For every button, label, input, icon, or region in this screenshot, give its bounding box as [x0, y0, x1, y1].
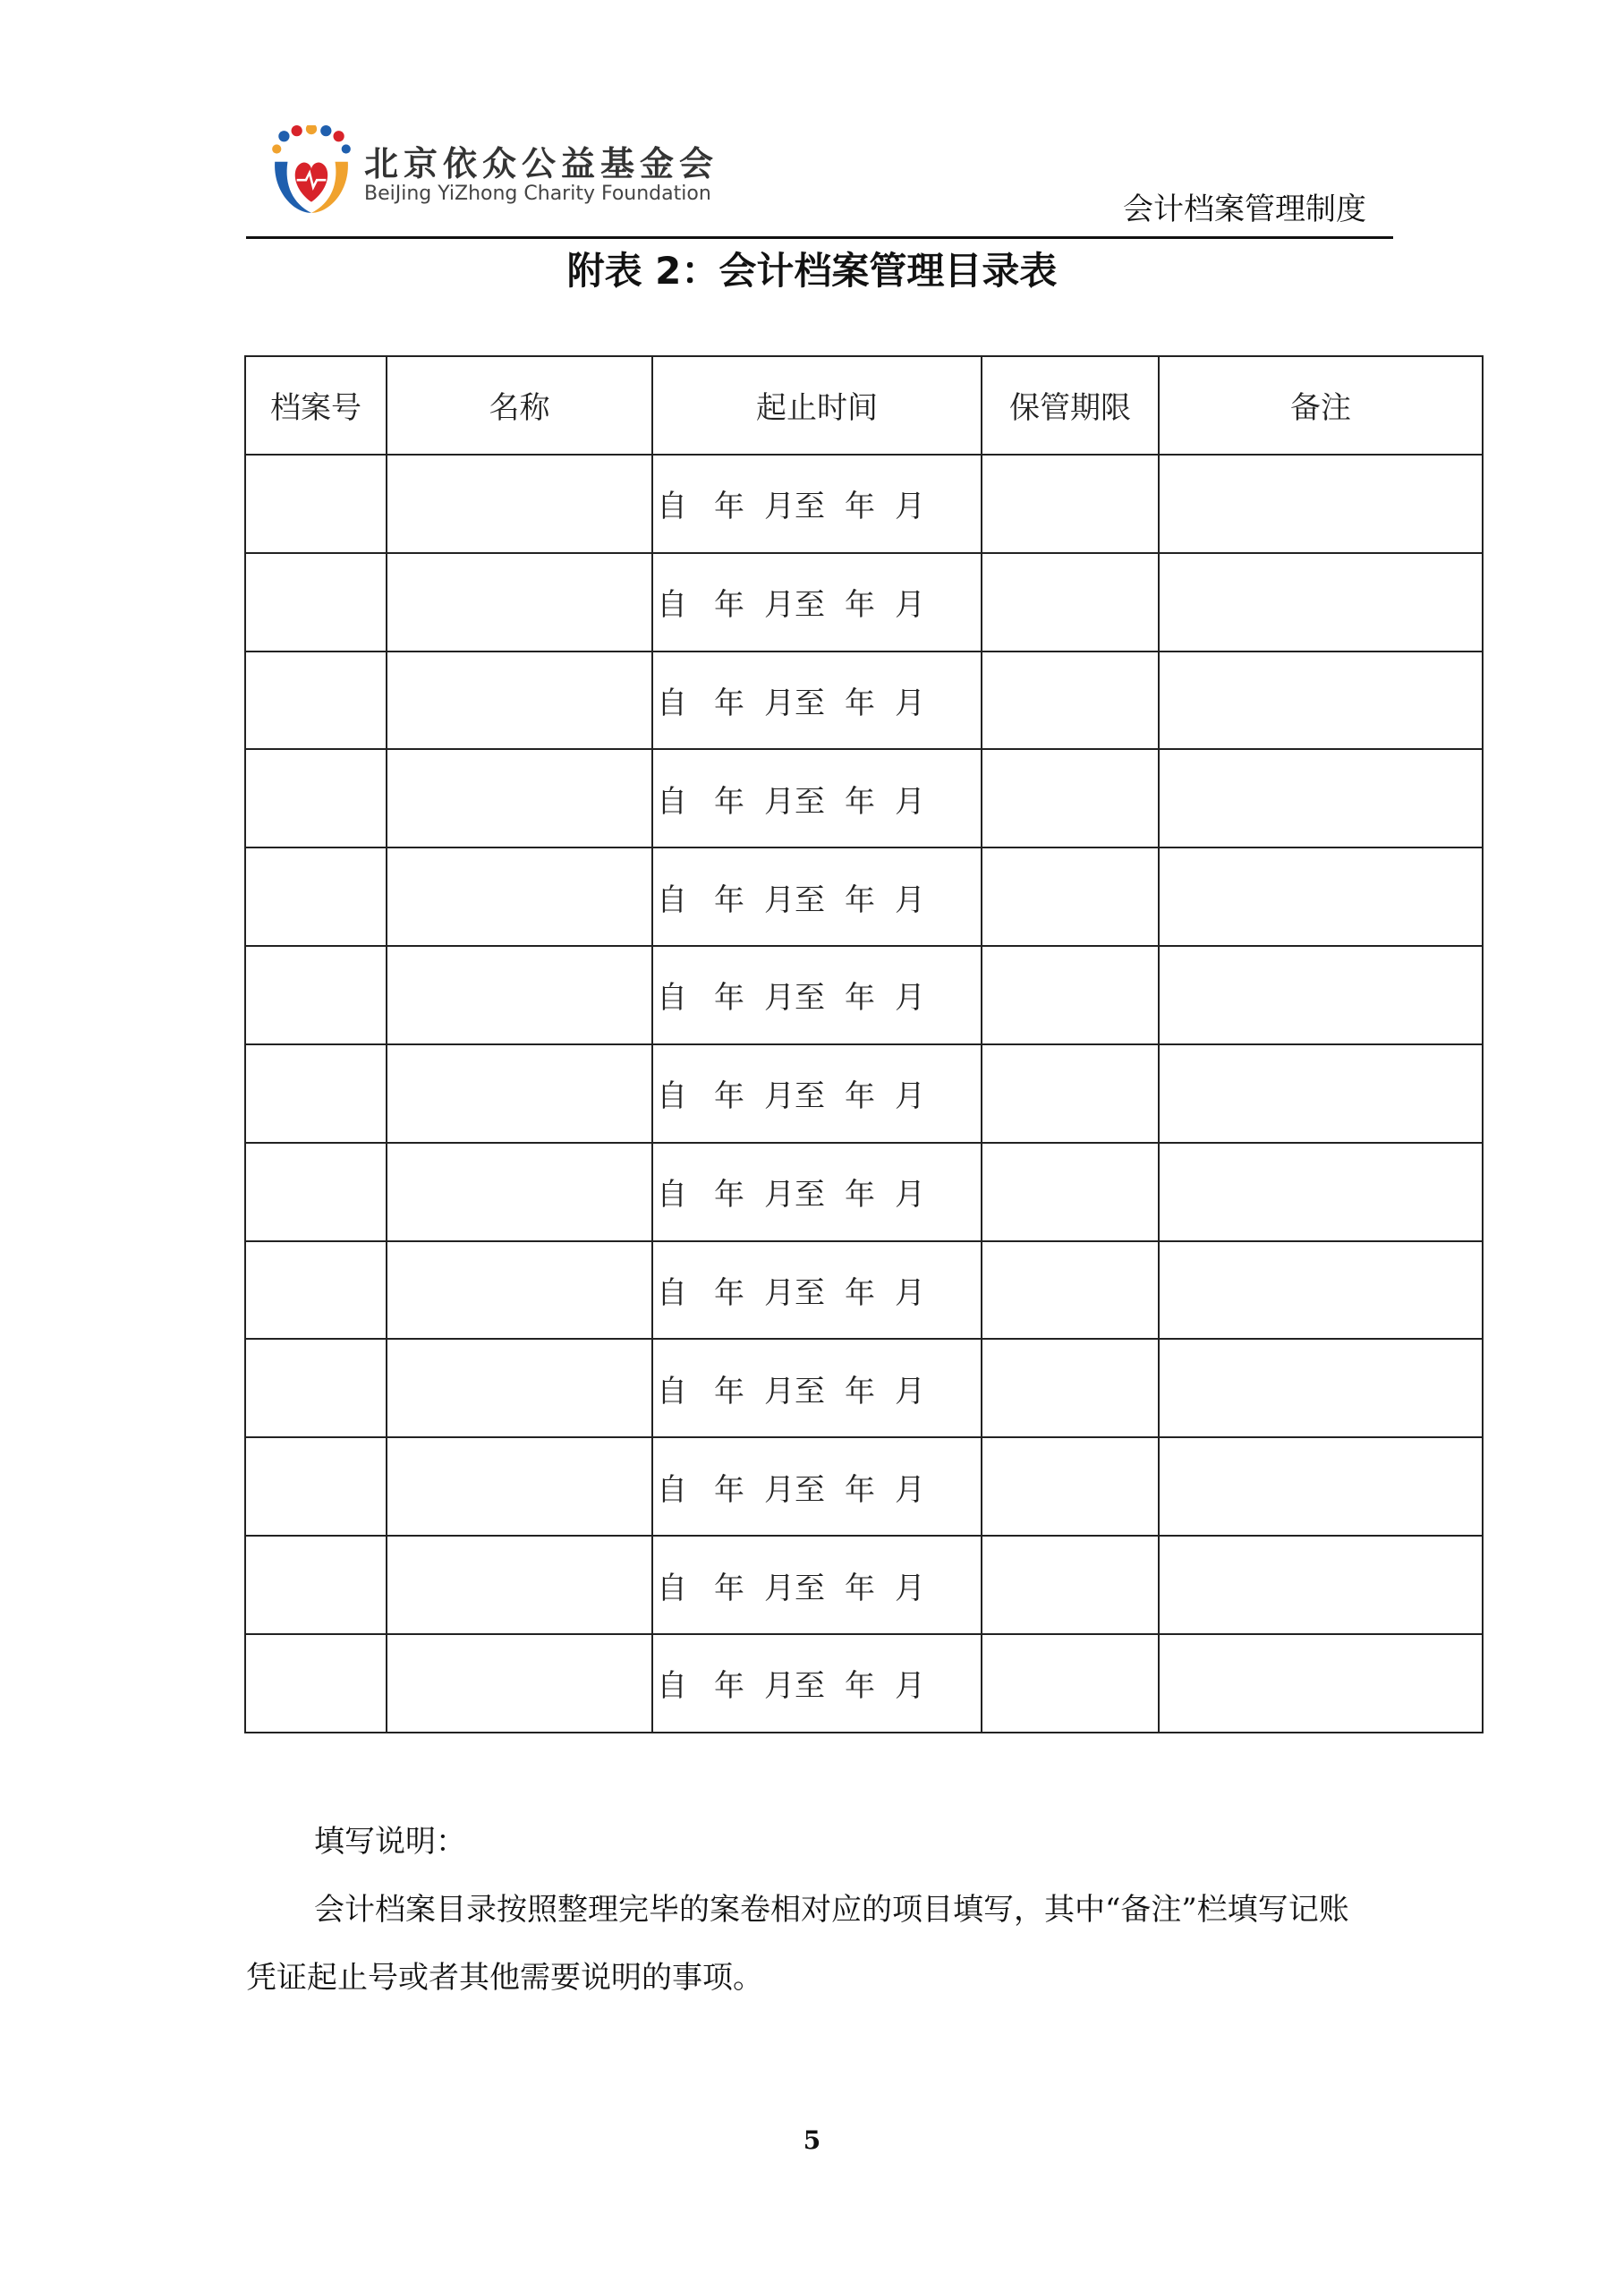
table-header-row [245, 356, 1483, 455]
period-month-label: 月至 [764, 1471, 825, 1508]
table-row [245, 455, 1483, 553]
name-cell[interactable] [387, 455, 652, 553]
remarks-cell[interactable] [1159, 749, 1483, 847]
remarks-cell[interactable] [1159, 1437, 1483, 1536]
retention-cell[interactable] [982, 455, 1159, 553]
period-year2-label: 年 [845, 783, 875, 820]
period-cell[interactable] [652, 1536, 982, 1634]
period-month-label: 月至 [764, 1078, 825, 1115]
remarks-cell[interactable] [1159, 847, 1483, 946]
period-month2-label: 月 [895, 587, 925, 624]
period-year-label: 年 [714, 783, 744, 820]
remarks-cell[interactable] [1159, 652, 1483, 750]
archive-no-cell[interactable] [245, 1339, 387, 1437]
period-cell[interactable] [652, 1143, 982, 1241]
period-cell[interactable] [652, 1241, 982, 1340]
instructions-line: 会计档案目录按照整理完毕的案卷相对应的项目填写，其中“备注”栏填写记账 [314, 1892, 1349, 1928]
table-row [245, 1437, 1483, 1536]
period-year-label: 年 [714, 1471, 744, 1508]
name-cell[interactable] [387, 1143, 652, 1241]
archive-no-cell[interactable] [245, 1536, 387, 1634]
retention-cell[interactable] [982, 652, 1159, 750]
period-from-label: 自 [657, 1177, 687, 1214]
retention-cell[interactable] [982, 946, 1159, 1044]
instructions-title: 填写说明： [314, 1824, 466, 1860]
table-row [245, 652, 1483, 750]
period-year2-label: 年 [845, 1668, 875, 1705]
instructions-line: 凭证起止号或者其他需要说明的事项。 [246, 1960, 763, 1996]
period-from-label: 自 [657, 489, 687, 525]
period-cell[interactable] [652, 1634, 982, 1733]
period-from-label: 自 [657, 783, 687, 820]
period-month2-label: 月 [895, 1471, 925, 1508]
period-month-label: 月至 [764, 1275, 825, 1312]
period-year-label: 年 [714, 685, 744, 721]
period-month-label: 月至 [764, 1373, 825, 1410]
table-row [245, 847, 1483, 946]
retention-cell[interactable] [982, 553, 1159, 652]
period-year2-label: 年 [845, 587, 875, 624]
archive-no-cell[interactable] [245, 553, 387, 652]
foundation-logo-icon [266, 125, 357, 217]
archive-no-cell[interactable] [245, 1044, 387, 1143]
name-cell[interactable] [387, 1241, 652, 1340]
org-name-cn: 北京依众公益基金会 [364, 144, 719, 183]
archive-no-cell[interactable] [245, 946, 387, 1044]
name-cell[interactable] [387, 1536, 652, 1634]
period-year-label: 年 [714, 587, 744, 624]
retention-cell[interactable] [982, 749, 1159, 847]
period-month-label: 月至 [764, 980, 825, 1017]
document-title: 会计档案管理制度 [1123, 192, 1366, 227]
period-year-label: 年 [714, 1275, 744, 1312]
retention-cell[interactable] [982, 1536, 1159, 1634]
archive-no-cell[interactable] [245, 1437, 387, 1536]
fill-in-instructions [246, 1808, 1490, 2012]
name-cell[interactable] [387, 1634, 652, 1733]
retention-cell[interactable] [982, 1437, 1159, 1536]
period-cell[interactable] [652, 1044, 982, 1143]
period-year-label: 年 [714, 1078, 744, 1115]
remarks-cell[interactable] [1159, 1044, 1483, 1143]
retention-cell[interactable] [982, 1241, 1159, 1340]
table-row [245, 553, 1483, 652]
period-cell[interactable] [652, 946, 982, 1044]
name-cell[interactable] [387, 946, 652, 1044]
name-cell[interactable] [387, 1437, 652, 1536]
period-cell[interactable] [652, 1437, 982, 1536]
period-year2-label: 年 [845, 881, 875, 918]
remarks-cell[interactable] [1159, 1339, 1483, 1437]
page-number: 5 [803, 2125, 821, 2155]
period-month2-label: 月 [895, 1177, 925, 1214]
name-cell[interactable] [387, 553, 652, 652]
period-month-label: 月至 [764, 881, 825, 918]
name-cell[interactable] [387, 847, 652, 946]
period-year-label: 年 [714, 980, 744, 1017]
page-heading: 附表 2：会计档案管理目录表 [566, 249, 1058, 293]
period-month2-label: 月 [895, 1078, 925, 1115]
period-month2-label: 月 [895, 980, 925, 1017]
period-cell[interactable] [652, 1339, 982, 1437]
period-cell[interactable] [652, 847, 982, 946]
column-header-remarks: 备注 [1159, 356, 1483, 455]
table-row [245, 1241, 1483, 1340]
period-year-label: 年 [714, 881, 744, 918]
period-year2-label: 年 [845, 685, 875, 721]
period-year2-label: 年 [845, 1177, 875, 1214]
name-cell[interactable] [387, 652, 652, 750]
remarks-cell[interactable] [1159, 1143, 1483, 1241]
period-month-label: 月至 [764, 783, 825, 820]
period-year-label: 年 [714, 1177, 744, 1214]
retention-cell[interactable] [982, 1339, 1159, 1437]
retention-cell[interactable] [982, 1044, 1159, 1143]
period-month2-label: 月 [895, 489, 925, 525]
period-cell[interactable] [652, 553, 982, 652]
period-month-label: 月至 [764, 1668, 825, 1705]
period-year-label: 年 [714, 1668, 744, 1705]
table-row [245, 1536, 1483, 1634]
period-cell[interactable] [652, 455, 982, 553]
period-month-label: 月至 [764, 685, 825, 721]
page-header [246, 125, 1393, 240]
period-from-label: 自 [657, 685, 687, 721]
period-year-label: 年 [714, 1373, 744, 1410]
retention-cell[interactable] [982, 1143, 1159, 1241]
period-month2-label: 月 [895, 1668, 925, 1705]
period-month2-label: 月 [895, 1275, 925, 1312]
org-name-en: BeiJing YiZhong Charity Foundation [364, 183, 711, 205]
retention-cell[interactable] [982, 1634, 1159, 1733]
archive-catalog-table [244, 355, 1484, 1733]
remarks-cell[interactable] [1159, 1536, 1483, 1634]
remarks-cell[interactable] [1159, 455, 1483, 553]
remarks-cell[interactable] [1159, 1634, 1483, 1733]
period-year2-label: 年 [845, 489, 875, 525]
period-from-label: 自 [657, 980, 687, 1017]
period-year-label: 年 [714, 489, 744, 525]
column-header-name: 名称 [387, 356, 652, 455]
period-cell[interactable] [652, 652, 982, 750]
period-month2-label: 月 [895, 783, 925, 820]
period-month2-label: 月 [895, 1373, 925, 1410]
period-from-label: 自 [657, 587, 687, 624]
period-month2-label: 月 [895, 1570, 925, 1606]
period-month-label: 月至 [764, 1570, 825, 1606]
period-year2-label: 年 [845, 1275, 875, 1312]
period-from-label: 自 [657, 1471, 687, 1508]
table-row [245, 1634, 1483, 1733]
period-month2-label: 月 [895, 881, 925, 918]
period-year2-label: 年 [845, 1078, 875, 1115]
period-month2-label: 月 [895, 685, 925, 721]
period-month-label: 月至 [764, 1177, 825, 1214]
table-row [245, 1044, 1483, 1143]
archive-no-cell[interactable] [245, 749, 387, 847]
period-year2-label: 年 [845, 1373, 875, 1410]
table-row [245, 749, 1483, 847]
archive-no-cell[interactable] [245, 1634, 387, 1733]
period-from-label: 自 [657, 881, 687, 918]
archive-no-cell[interactable] [245, 455, 387, 553]
name-cell[interactable] [387, 1339, 652, 1437]
period-year2-label: 年 [845, 1570, 875, 1606]
column-header-archive-no: 档案号 [245, 356, 387, 455]
period-month-label: 月至 [764, 587, 825, 624]
header-divider [246, 236, 1393, 239]
period-from-label: 自 [657, 1275, 687, 1312]
period-cell[interactable] [652, 749, 982, 847]
period-from-label: 自 [657, 1668, 687, 1705]
remarks-cell[interactable] [1159, 553, 1483, 652]
table-row [245, 1339, 1483, 1437]
period-from-label: 自 [657, 1570, 687, 1606]
period-year2-label: 年 [845, 980, 875, 1017]
period-year2-label: 年 [845, 1471, 875, 1508]
table-row [245, 946, 1483, 1044]
name-cell[interactable] [387, 749, 652, 847]
remarks-cell[interactable] [1159, 946, 1483, 1044]
name-cell[interactable] [387, 1044, 652, 1143]
column-header-period: 起止时间 [652, 356, 982, 455]
column-header-retention: 保管期限 [982, 356, 1159, 455]
period-from-label: 自 [657, 1373, 687, 1410]
period-from-label: 自 [657, 1078, 687, 1115]
period-year-label: 年 [714, 1570, 744, 1606]
period-month-label: 月至 [764, 489, 825, 525]
archive-no-cell[interactable] [245, 847, 387, 946]
archive-no-cell[interactable] [245, 1241, 387, 1340]
remarks-cell[interactable] [1159, 1241, 1483, 1340]
archive-no-cell[interactable] [245, 652, 387, 750]
archive-no-cell[interactable] [245, 1143, 387, 1241]
retention-cell[interactable] [982, 847, 1159, 946]
table-row [245, 1143, 1483, 1241]
